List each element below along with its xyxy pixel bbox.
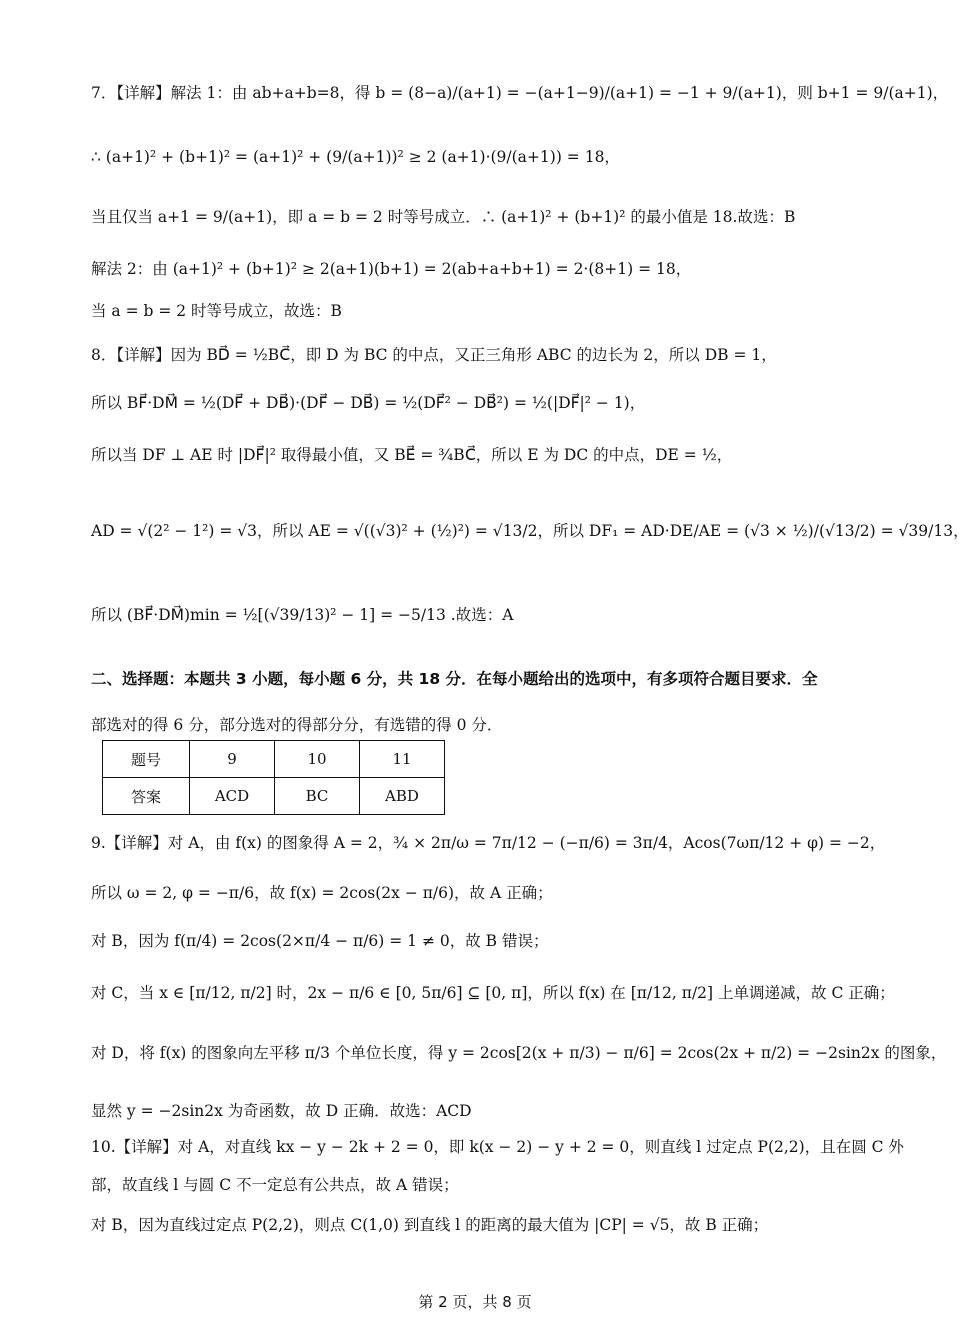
q9-line-3: 对 B，因为 f(π/4) = 2cos(2×π/4 − π/6) = 1 ≠ 0，故 B 错误； bbox=[91, 932, 549, 950]
table-cell: 9 bbox=[190, 741, 275, 778]
table-cell: 11 bbox=[360, 741, 445, 778]
page-footer: 第 2 页，共 8 页 bbox=[418, 1293, 532, 1311]
q10-line-3: 对 B，因为直线过定点 P(2,2)，则点 C(1,0) 到直线 l 的距离的最大值为 |CP| = √5，故 B 正确； bbox=[91, 1216, 769, 1234]
table-cell: 答案 bbox=[103, 778, 190, 815]
section-2-heading: 二、选择题：本题共 3 小题，每小题 6 分，共 18 分．在每小题给出的选项中，有多项符合题目要求．全 bbox=[91, 670, 818, 688]
table-cell: BC bbox=[275, 778, 360, 815]
q7-line-4: 解法 2：由 (a+1)² + (b+1)² ≥ 2(a+1)(b+1) = 2(ab+a+b+1) = 2·(8+1) = 18， bbox=[91, 260, 692, 278]
q10-line-2: 部，故直线 l 与圆 C 不一定总有公共点，故 A 错误； bbox=[91, 1176, 459, 1194]
q8-line-4: AD = √(2² − 1²) = √3，所以 AE = √((√3)² + (½)²) = √13/2，所以 DF₁ = AD·DE/AE = (√3 × ½)/(√13/2) = √39/13， bbox=[91, 522, 969, 540]
q8-line-2: 所以 BF⃗·DM⃗ = ½(DF⃗ + DB⃗)·(DF⃗ − DB⃗) = ½(DF⃗² − DB⃗²) = ½(|DF⃗|² − 1)， bbox=[91, 394, 646, 412]
q7-line-3: 当且仅当 a+1 = 9/(a+1)，即 a = b = 2 时等号成立．∴ (a+1)² + (b+1)² 的最小值是 18.故选：B bbox=[91, 208, 796, 226]
q8-line-3: 所以当 DF ⊥ AE 时 |DF⃗|² 取得最小值，又 BE⃗ = ¾BC⃗，所以 E 为 DC 的中点，DE = ½， bbox=[91, 446, 733, 464]
q8-line-1: 8．【详解】因为 BD⃗ = ½BC⃗，即 D 为 BC 的中点，又正三角形 ABC 的边长为 2，所以 DB = 1， bbox=[91, 346, 777, 364]
q9-line-6: 显然 y = −2sin2x 为奇函数，故 D 正确．故选：ACD bbox=[91, 1102, 472, 1120]
q10-line-1: 10.【详解】对 A，对直线 kx − y − 2k + 2 = 0，即 k(x − 2) − y + 2 = 0，则直线 l 过定点 P(2,2)，且在圆 C 外 bbox=[91, 1138, 904, 1156]
q9-line-1: 9.【详解】对 A，由 f(x) 的图象得 A = 2，¾ × 2π/ω = 7π/12 − (−π/6) = 3π/4，Acos(7ωπ/12 + φ) = −2， bbox=[91, 834, 886, 852]
q8-line-5: 所以 (BF⃗·DM⃗)min = ½[(√39/13)² − 1] = −5/13 .故选：A bbox=[91, 606, 514, 624]
q9-line-5: 对 D，将 f(x) 的图象向左平移 π/3 个单位长度，得 y = 2cos[2(x + π/3) − π/6] = 2cos(2x + π/2) = −2sin2x 的图象， bbox=[91, 1044, 947, 1062]
q9-line-2: 所以 ω = 2, φ = −π/6，故 f(x) = 2cos(2x − π/6)，故 A 正确； bbox=[91, 884, 553, 902]
q7-line-5: 当 a = b = 2 时等号成立，故选：B bbox=[91, 302, 342, 320]
table-row bbox=[103, 778, 445, 815]
section-2-line-2: 部选对的得 6 分，部分选对的得部分分，有选错的得 0 分． bbox=[91, 716, 503, 734]
answer-table bbox=[102, 740, 445, 815]
q9-line-4: 对 C，当 x ∈ [π/12, π/2] 时，2x − π/6 ∈ [0, 5π/6] ⊆ [0, π]，所以 f(x) 在 [π/12, π/2] 上单调递减，故 C 正确； bbox=[91, 984, 895, 1002]
table-row bbox=[103, 741, 445, 778]
q7-line-2: ∴ (a+1)² + (b+1)² = (a+1)² + (9/(a+1))² ≥ 2 (a+1)·(9/(a+1)) = 18， bbox=[91, 148, 620, 166]
q7-line-1: 7．【详解】解法 1：由 ab+a+b=8，得 b = (8−a)/(a+1) = −(a+1−9)/(a+1) = −1 + 9/(a+1)，则 b+1 = 9/(a+1)， bbox=[91, 84, 949, 102]
table-cell: ACD bbox=[190, 778, 275, 815]
table-cell: 10 bbox=[275, 741, 360, 778]
table-cell: ABD bbox=[360, 778, 445, 815]
table-cell: 题号 bbox=[103, 741, 190, 778]
